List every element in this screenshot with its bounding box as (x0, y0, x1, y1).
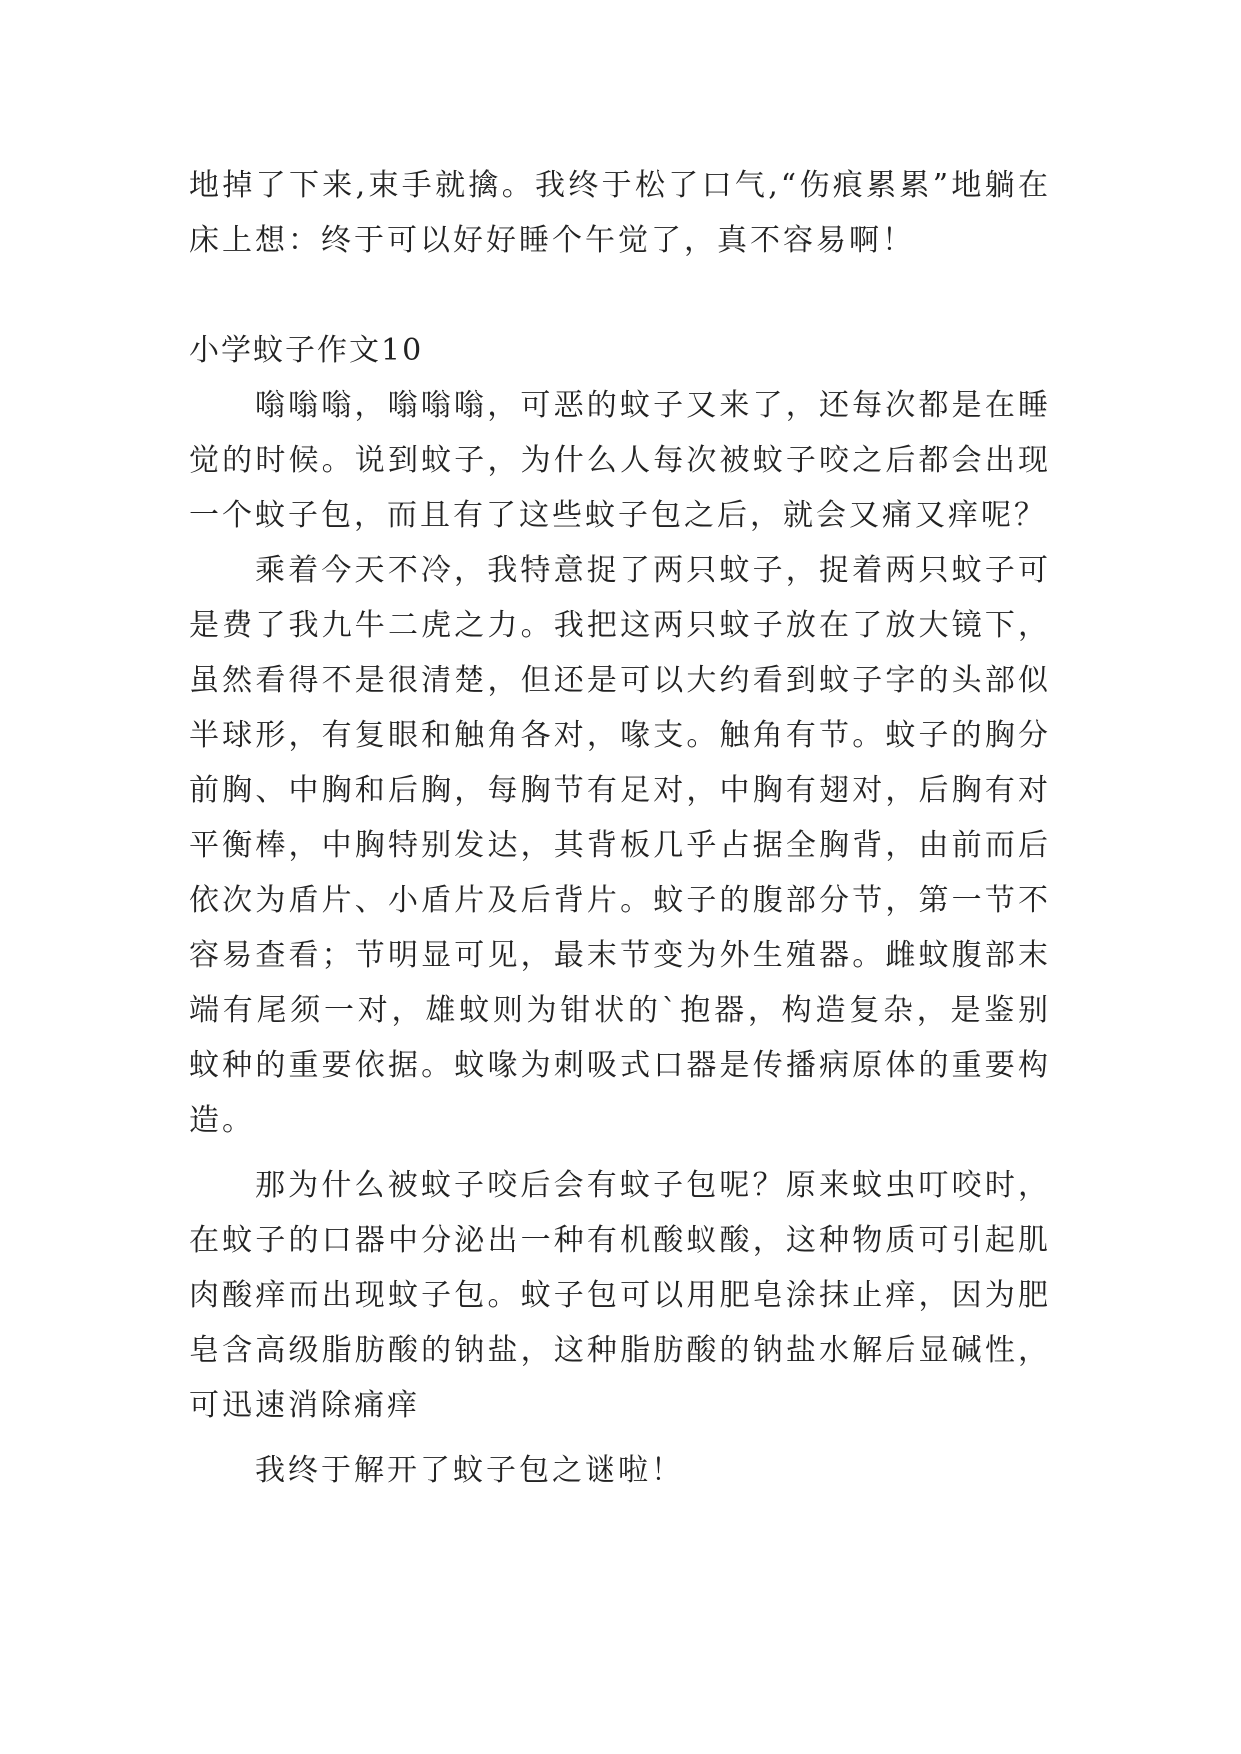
document-body (189, 158, 1051, 1498)
section-heading: 小学蚊子作文10 (189, 333, 424, 368)
paragraph-4: 我终于解开了蚊子包之谜啦！ (255, 1453, 684, 1488)
paragraph-2: 乘着今天不冷，我特意捉了两只蚊子，捉着两只蚊子可是费了我九牛二虎之力。我把这两只蚊子放在了放大镜下，虽然看得不是很清楚，但还是可以大约看到蚊子字的头部似半球形，有复眼和触角各对，喙支。触角有节。蚊子的胸分前胸、中胸和后胸，每胸节有足对，中胸有翅对，后胸有对平衡棒，中胸特别发达，其背板几乎占据全胸背，由前而后依次为盾片、小盾片及后背片。蚊子的腹部分节，第一节不容易查看；节明显可见，最末节变为外生殖器。雌蚊腹部末端有尾须一对，雄蚊则为钳状的`抱器，构造复杂，是鉴别蚊种的重要依据。蚊喙为刺吸式口器是传播病原体的重要构造。 (189, 553, 1051, 1138)
paragraph-1: 嗡嗡嗡，嗡嗡嗡，可恶的蚊子又来了，还每次都是在睡觉的时候。说到蚊子，为什么人每次被蚊子咬之后都会出现一个蚊子包，而且有了这些蚊子包之后，就会又痛又痒呢？ (189, 388, 1051, 533)
paragraph-3: 那为什么被蚊子咬后会有蚊子包呢？原来蚊虫叮咬时，在蚊子的口器中分泌出一种有机酸蚁酸，这种物质可引起肌肉酸痒而出现蚊子包。蚊子包可以用肥皂涂抹止痒，因为肥皂含高级脂肪酸的钠盐，这种脂肪酸的钠盐水解后显碱性，可迅速消除痛痒 (189, 1168, 1051, 1423)
continuation-paragraph: 地掉了下来,束手就擒。我终于松了口气,“伤痕累累”地躺在床上想：终于可以好好睡个午觉了，真不容易啊！ (189, 168, 1051, 258)
